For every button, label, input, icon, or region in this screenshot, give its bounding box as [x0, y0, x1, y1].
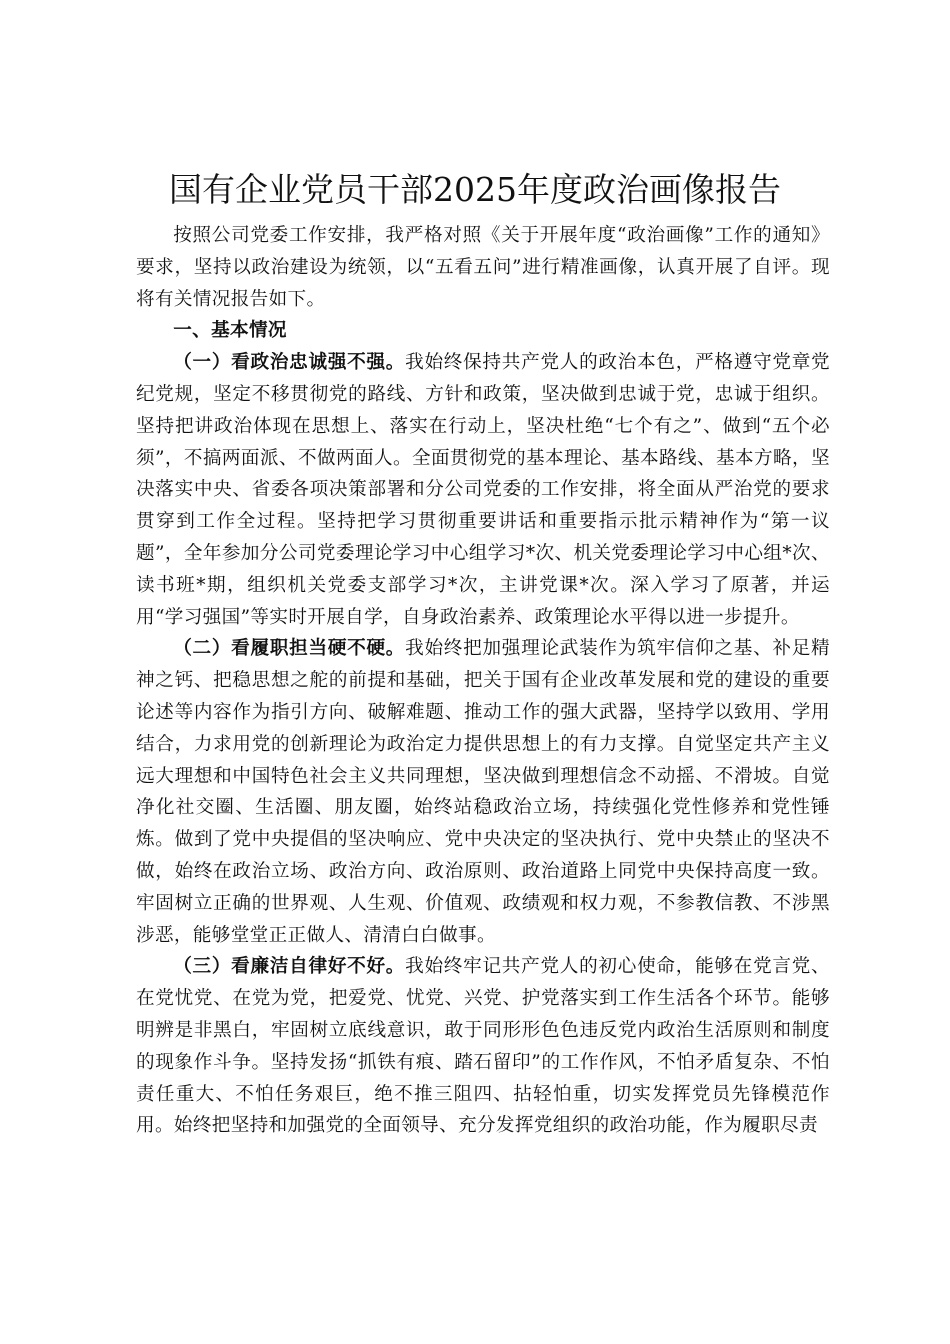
- subsection-3-paragraph: [136, 951, 830, 1142]
- section-heading-basic-situation: 一、基本情况: [173, 320, 287, 342]
- subsection-3-text: 我始终牢记共产党人的初心使命，能够在党言党、在党忧党、在党为党，把爱党、忧党、兴党、护党落实到工作生活各个环节。能够明辨是非黑白，牢固树立底线意识，敢于同形形色色违反党内政治生活原则和制度的现象作斗争。坚持发扬“抓铁有痕、踏石留印”的工作作风，不怕矛盾复杂、不怕责任重大、不怕任务艰巨，绝不推三阻四、拈轻怕重，切实发挥党员先锋模范作用。始终把坚持和加强党的全面领导、充分发挥党组织的政治功能，作为履职尽责: [136, 956, 830, 1137]
- subsection-1-text: 我始终保持共产党人的政治本色，严格遵守党章党纪党规，坚定不移贯彻党的路线、方针和政策，坚决做到忠诚于党，忠诚于组织。坚持把讲政治体现在思想上、落实在行动上，坚决杜绝“七个有之”、做到“五个必须”，不搞两面派、不做两面人。全面贯彻党的基本理论、基本路线、基本方略，坚决落实中央、省委各项决策部署和分公司党委的工作安排，将全面从严治党的要求贯穿到工作全过程。坚持把学习贯彻重要讲话和重要指示批示精神作为“第一议题”，全年参加分公司党委理论学习中心组学习*次、机关党委理论学习中心组*次、读书班*期，组织机关党委支部学习*次，主讲党课*次。深入学习了原著，并运用“学习强国”等实时开展自学，自身政治素养、政策理论水平得以进一步提升。: [136, 352, 830, 628]
- intro-paragraph: 按照公司党委工作安排，我严格对照《关于开展年度“政治画像”工作的通知》要求，坚持以政治建设为统领，以“五看五问”进行精准画像，认真开展了自评。现将有关情况报告如下。: [136, 225, 830, 310]
- subsection-1-paragraph: [136, 347, 830, 633]
- subsection-1-heading: （一）看政治忠诚强不强。: [173, 352, 406, 374]
- subsection-3-heading: （三）看廉洁自律好不好。: [173, 956, 406, 978]
- document-body: [136, 220, 830, 1142]
- subsection-2-paragraph: [136, 633, 830, 951]
- subsection-2-heading: （二）看履职担当硬不硬。: [173, 638, 406, 660]
- document-title: 国有企业党员干部2025年度政治画像报告: [169, 170, 781, 209]
- subsection-2-text: 我始终把加强理论武装作为筑牢信仰之基、补足精神之钙、把稳思想之舵的前提和基础，把关于国有企业改革发展和党的建设的重要论述等内容作为指引方向、破解难题、推动工作的强大武器，坚持学以致用、学用结合，力求用党的创新理论为政治定力提供思想上的有力支撑。自觉坚定共产主义远大理想和中国特色社会主义共同理想，坚决做到理想信念不动摇、不滑坡。自觉净化社交圈、生活圈、朋友圈，始终站稳政治立场，持续强化党性修养和党性锤炼。做到了党中央提倡的坚决响应、党中央决定的坚决执行、党中央禁止的坚决不做，始终在政治立场、政治方向、政治原则、政治道路上同党中央保持高度一致。牢固树立正确的世界观、人生观、价值观、政绩观和权力观，不参教信教、不涉黑涉恶，能够堂堂正正做人、清清白白做事。: [136, 638, 830, 946]
